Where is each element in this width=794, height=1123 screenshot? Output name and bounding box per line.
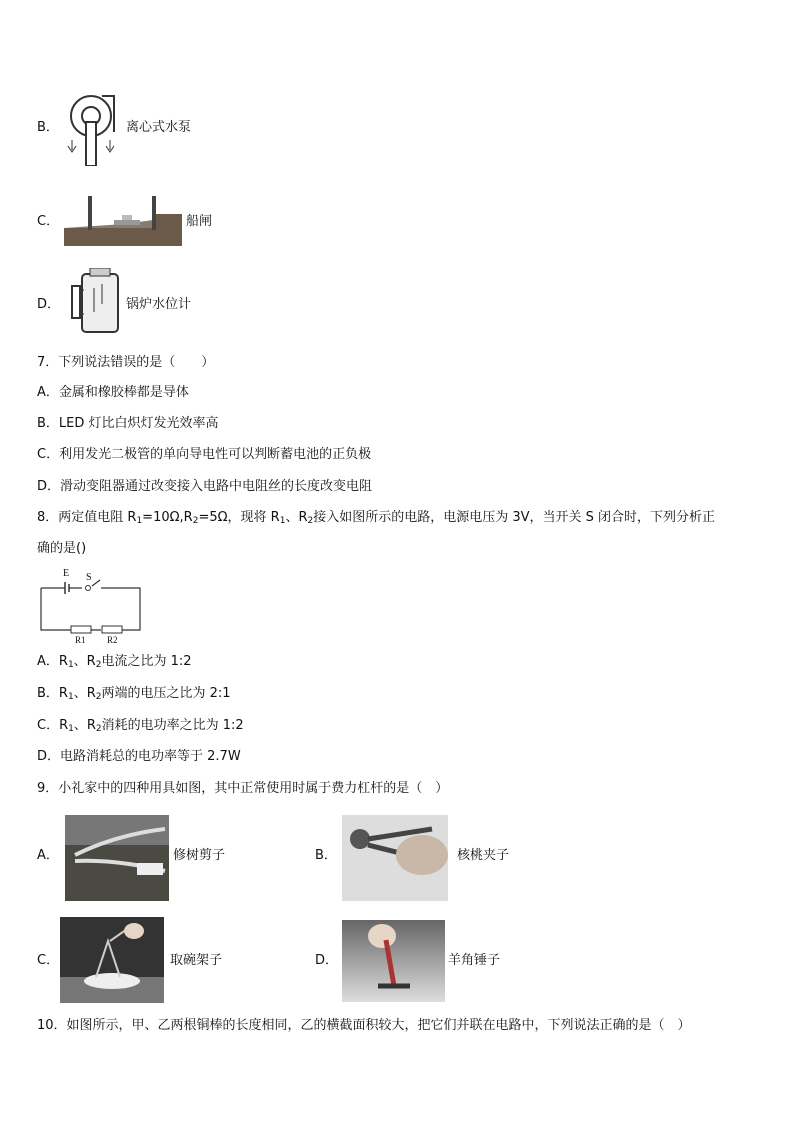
- q6-option-b-letter: B．: [37, 120, 59, 135]
- q6-option-c-letter: C．: [37, 214, 60, 229]
- pruning-shears-photo: [65, 815, 169, 901]
- q9-option-a-letter: A．: [37, 848, 59, 863]
- r2-label: R2: [107, 635, 118, 645]
- centrifugal-pump-figure: [62, 92, 120, 166]
- q9-option-c-letter: C．: [37, 953, 60, 968]
- q7-option-a: A．金属和橡胶棒都是导体: [37, 385, 189, 400]
- q9-stem: 9．小礼家中的四种用具如图，其中正常使用时属于费力杠杆的是（ ）: [37, 781, 449, 796]
- q9-option-d-letter: D．: [315, 953, 339, 968]
- q9-option-b-letter: B．: [315, 848, 337, 863]
- claw-hammer-photo: [342, 920, 445, 1002]
- q9-option-c-label: 取碗架子: [170, 953, 223, 968]
- q9-option-b-label: 核桃夹子: [457, 848, 510, 863]
- bowl-lifter-photo: [60, 917, 164, 1003]
- q7-option-b: B．LED 灯比白炽灯发光效率高: [37, 416, 219, 431]
- q7-stem: 7．下列说法错误的是（ ）: [37, 355, 215, 370]
- boiler-level-gauge-figure: [68, 268, 124, 336]
- q8-stem: 8．两定值电阻 $R_1=10\Omega,R_2=5\Omega$，现将 $R_1$、$R_2$接入如图所示的电路，电源电压为 3V，当开关 S 闭合时，下列分析正: [37, 510, 716, 526]
- q8-option-a: A．$R_1$、$R_2$电流之比为 1:2: [37, 654, 192, 670]
- r1-label: R1: [75, 635, 86, 645]
- ship-lock-figure: [64, 194, 182, 246]
- switch-label: S: [86, 572, 92, 583]
- q10-stem: 10．如图所示，甲、乙两根铜棒的长度相同，乙的横截面积较大，把它们并联在电路中，下列说法正确的是（ ）: [37, 1018, 691, 1033]
- q9-option-a-label: 修树剪子: [173, 848, 226, 863]
- q8-option-c: C．$R_1$、$R_2$消耗的电功率之比为 1:2: [37, 718, 244, 734]
- q7-option-c: C．利用发光二极管的单向导电性可以判断蓄电池的正负极: [37, 447, 372, 462]
- nutcracker-photo: [342, 815, 448, 901]
- q9-option-d-label: 羊角锤子: [448, 953, 501, 968]
- q8-option-d: D．电路消耗总的电功率等于 2.7W: [37, 749, 241, 764]
- q6-option-b-label: 离心式水泵: [126, 120, 192, 135]
- q8-option-b: B．$R_1$、$R_2$两端的电压之比为 2:1: [37, 686, 231, 702]
- q8-stem-line2: 确的是(): [37, 541, 87, 556]
- battery-label: E: [63, 568, 70, 579]
- q6-option-c-label: 船闸: [186, 214, 213, 229]
- q7-option-d: D．滑动变阻器通过改变接入电路中电阻丝的长度改变电阻: [37, 479, 373, 494]
- circuit-diagram: [38, 564, 144, 644]
- q6-option-d-letter: D．: [37, 297, 61, 312]
- q6-option-d-label: 锅炉水位计: [126, 297, 192, 312]
